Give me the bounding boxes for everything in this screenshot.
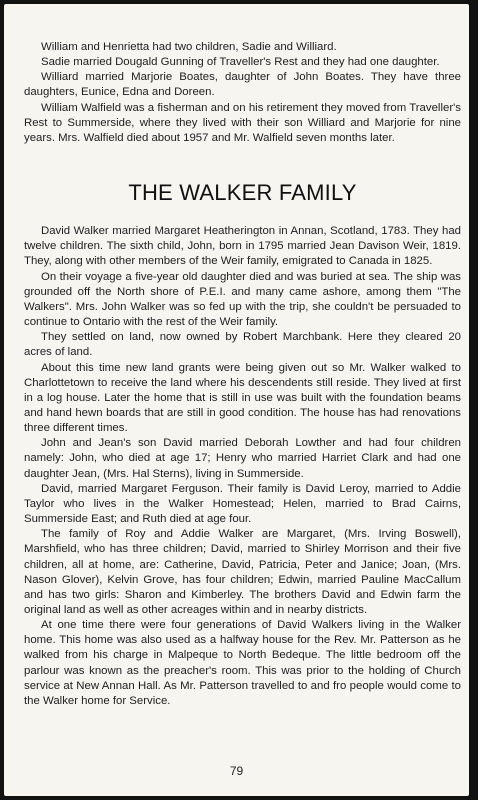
body-paragraph-8: At one time there were four generations of David Walkers living in the Walker home. This home was also used as a halfway house for the Rev. Mr. Patterson as he walked from his charge in Malpeque to North Bedeque. The little bedroom off the parlour was known as the preacher's room. This was prior to the holding of Church service at New Annan Hall. As Mr. Patterson travelled to and fro people would come to the Walker home for Service. — [24, 619, 461, 707]
body-paragraph-1: David Walker married Margaret Heatherington in Annan, Scotland, 1783. They had twelve children. The sixth child, John, born in 1795 married Jean Davison Weir, 1819. They, along with other members of the Weir family, emigrated to Canada in 1825. — [24, 225, 461, 268]
section-title: THE WALKER FAMILY — [128, 180, 357, 206]
book-page — [4, 4, 469, 796]
body-paragraph-2: On their voyage a five-year old daughter died and was buried at sea. The ship was grounded off the North shore of P.E.I. and many came ashore, among them "The Walkers". Mrs. John Walker was so fed up with the trip, she couldn't be persuaded to continue to Ontario with the rest of the Weir family. — [24, 270, 461, 329]
body-paragraph-6: David, married Margaret Ferguson. Their family is David Leroy, married to Addie Taylor who lives in the Walker Homestead; Helen, married to Brad Cairns, Summerside East; and Ruth died at age four. — [24, 482, 461, 526]
body-paragraph-5: John and Jean's son David married Deborah Lowther and had four children namely: John, who died at age 17; Henry who married Harriet Clark and had one daughter Jean, (Mrs. Hal Sterns), living in Summerside. — [24, 437, 461, 480]
body-paragraph-4: About this time new land grants were being given out so Mr. Walker walked to Charlottetown to receive the land where his descendents still reside. They lived at first in a log house. Later the home that is still in use was built with the foundation beams and hand hewn boards that are still in good condition. The house has had renovations three different times. — [24, 361, 461, 435]
intro-paragraph-2: Sadie married Dougald Gunning of Traveller's Rest and they had one daughter. — [41, 56, 440, 69]
page-content — [24, 40, 461, 709]
body-paragraph-7: The family of Roy and Addie Walker are Margaret, (Mrs. Irving Boswell), Marshfield, who has three children; David, married to Shirley Morrison and their five children, all at home, are: Catherine, David, Patricia, Peter and Janice; Joan, (Mrs. Nason Glover), Kelvin Grove, has four children; Edwin, married Pauline MacCallum and has two girls: Sharon and Kimberley. The brothers David and Edwin farm the original land as well as other acreages within and in nearby districts. — [24, 528, 461, 616]
intro-paragraph-3: Williard married Marjorie Boates, daughter of John Boates. They have three daughters, Eunice, Edna and Doreen. — [24, 71, 461, 99]
page-number: 79 — [229, 764, 244, 778]
body-paragraph-3: They settled on land, now owned by Robert Marchbank. Here they cleared 20 acres of land. — [24, 331, 461, 359]
intro-paragraph-4: William Walfield was a fisherman and on his retirement they moved from Traveller's Rest to Summerside, where they lived with their son Williard and Marjorie for nine years. Mrs. Walfield died about 1957 and Mr. Walfield seven months later. — [24, 101, 461, 144]
intro-paragraph-1: William and Henrietta had two children, Sadie and Williard. — [41, 41, 337, 53]
